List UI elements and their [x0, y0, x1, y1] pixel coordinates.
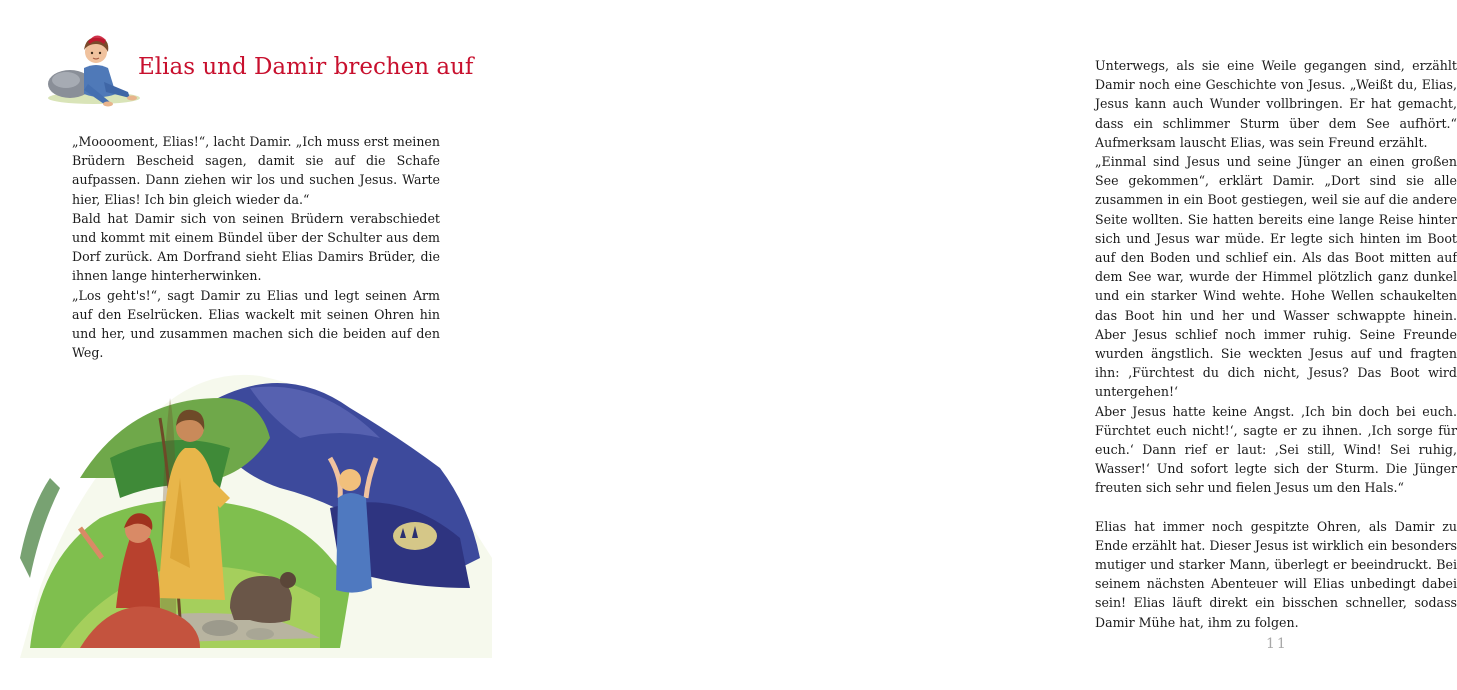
landscape-illustration	[20, 358, 492, 658]
paragraph: „Einmal sind Jesus und seine Jünger an einen großen See gekommen“, erklärt Damir. „Dort sind sie alle zusammen in ein Boot gestiegen, weil sie auf die andere Seite wollten. Sie hatten bereits eine lange Reise hinter sich und Jesus war müde. Er legte sich hinten im Boot auf den Boden und schlief ein. Als das Boot mitten auf dem See war, wurde der Himmel plötzlich ganz dunkel und ein starker Wind wehte. Hohe Wellen schaukelten das Boot hin und her und Wasser schwappte hinein. Aber Jesus schlief noch immer ruhig. Seine Freunde wurden ängstlich. Sie weckten Jesus auf und fragten ihn: ‚Fürchtest du dich nicht, Jesus? Das Boot wird untergehen!‘	[1095, 154, 1457, 400]
paragraph: „Los geht's!“, sagt Damir zu Elias und legt seinen Arm auf den Eselrücken. Elias wackelt mit seinen Ohren hin und her, und zusammen machen sich die beiden auf den Weg.	[72, 287, 440, 361]
page-number: 11	[1266, 636, 1288, 652]
left-page	[0, 0, 510, 690]
paragraph: Aber Jesus hatte keine Angst. ‚Ich bin doch bei euch. Fürchtet euch nicht!‘, sagte er zu ihnen. ‚Ich sorge für euch.‘ Dann rief er laut: ‚Sei still, Wind! Sei ruhig, Wasser!‘ Und sofort legte sich der Sturm. Die Jünger freuten sich sehr und fielen Jesus um den Hals.“	[1095, 403, 1457, 496]
left-text-block	[72, 132, 440, 362]
paragraph: „Mooooment, Elias!“, lacht Damir. „Ich muss erst meinen Brüdern Bescheid sagen, damit sie auf die Schafe aufpassen. Dann ziehen wir los und suchen Jesus. Warte hier, Elias! Ich bin gleich wieder da.“	[72, 134, 440, 207]
paragraph: Unterwegs, als sie eine Weile gegangen sind, erzählt Damir noch eine Geschichte von Jesus. „Weißt du, Elias, Jesus kann auch Wunder vollbringen. Er hat gemacht, dass ein schlimmer Sturm über dem See aufhört.“ Aufmerksam lauscht Elias, was sein Freund erzählt.	[1095, 58, 1457, 150]
paragraph: Elias hat immer noch gespitzte Ohren, als Damir zu Ende erzählt hat. Dieser Jesus ist wirklich ein besonders mutiger und starker Mann, überlegt er beeindruckt. Bei seinem nächsten Abenteuer will Elias unbedingt dabei sein! Elias läuft direkt ein bisschen schneller, sodass Damir Mühe hat, ihm zu folgen.	[1095, 518, 1457, 630]
right-page	[510, 0, 1457, 690]
page-title: Elias und Damir brechen auf	[138, 54, 474, 80]
paragraph-spacer	[1095, 498, 1457, 517]
right-text-block	[1095, 56, 1457, 632]
paragraph: Bald hat Damir sich von seinen Brüdern verabschiedet und kommt mit einem Bündel über der Schulter aus dem Dorf zurück. Am Dorfrand sieht Elias Damirs Brüder, die ihnen lange hinterherwinken.	[72, 210, 440, 284]
boy-sitting-illustration	[44, 22, 144, 110]
